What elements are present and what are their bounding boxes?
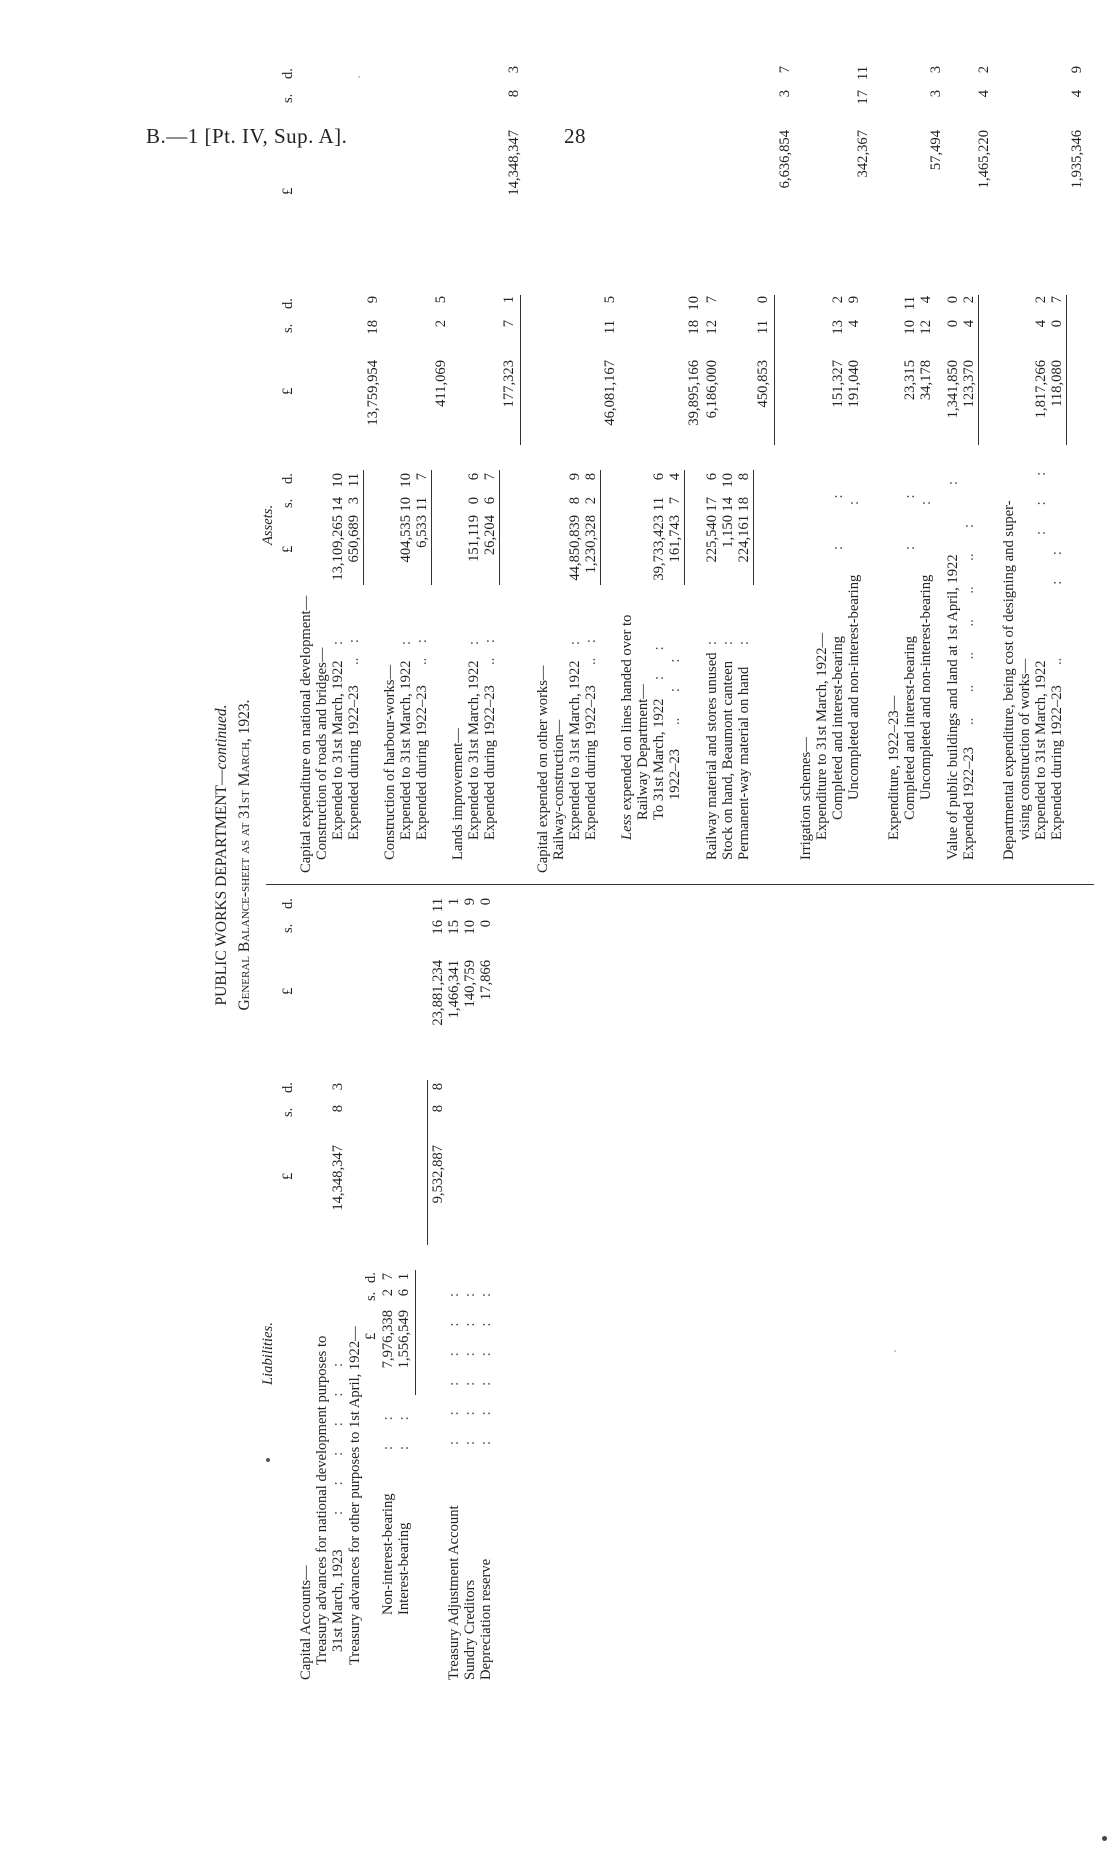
total-rule: [427, 1080, 428, 1245]
less-1-amount: 39,733,423: [651, 515, 667, 581]
exp-total-s: 3: [928, 90, 944, 98]
value-1-amount: 1,341,850: [945, 360, 961, 419]
capital-total: 23,881,234: [430, 960, 446, 1026]
railway-total-s: 11: [602, 320, 618, 335]
value-2-d: 2: [961, 296, 977, 304]
liabilities-heading: Liabilities.: [260, 1322, 276, 1385]
subtotal-rule: [1066, 295, 1067, 445]
roads-1-amount: 13,109,265: [330, 515, 346, 581]
liab-head2-pound: £: [280, 987, 296, 995]
value-1-d: 0: [945, 296, 961, 304]
assets-heading: Assets.: [260, 504, 276, 545]
subtotal-rule: [431, 470, 432, 585]
harbour-total: 411,069: [433, 360, 449, 407]
value-total-s: 4: [976, 90, 992, 98]
adjustment-amount: 1,466,341: [446, 960, 462, 1019]
assets-head3-d: d.: [280, 68, 296, 79]
treasury-national-amount: 14,348,347: [330, 1145, 346, 1211]
railway-2-amount: 1,230,328: [583, 515, 599, 574]
liab-head-pound: £: [280, 1172, 296, 1180]
roads-1-d: 10: [330, 473, 346, 488]
subtotal-rule: [600, 470, 601, 585]
assets-head-d: d.: [280, 473, 296, 484]
railway-1-label: Expended to 31st March, 1922: [567, 660, 583, 840]
exp-2-d: 4: [918, 296, 934, 304]
total-rule: [520, 295, 521, 445]
irr-total: 342,367: [855, 130, 871, 178]
less-1-s: 11: [651, 497, 667, 512]
exp-2-s: 12: [918, 320, 934, 335]
other-works-total-s: 3: [777, 90, 793, 98]
dept-b-d: 7: [1049, 296, 1065, 304]
value-1-s: 0: [945, 320, 961, 328]
treasury-national-line1: Treasury advances for national development purposes to: [314, 1335, 330, 1665]
creditors-s: 10: [462, 920, 478, 935]
value-2-s: 4: [961, 320, 977, 328]
rail-mat-label: Railway material and stores unused: [704, 652, 720, 860]
less-2-d: 4: [667, 473, 683, 481]
value-2-amount: 123,370: [961, 360, 977, 408]
roads-2-amount: 650,689: [346, 515, 362, 563]
perm-way-amount: 224,161: [736, 515, 752, 563]
less-2-s: 7: [667, 497, 683, 505]
leader-dots: : :: [380, 1416, 396, 1450]
depreciation-d: 0: [478, 898, 494, 906]
treasury-other-total-d: 8: [430, 1083, 446, 1091]
leader-dots: .. :: [482, 639, 498, 665]
value-total: 1,465,220: [976, 130, 992, 189]
leader-dots: .. .. .. .. .. .. :: [961, 523, 977, 725]
assets-head2-pound: £: [280, 387, 296, 395]
harbour-2-amount: 6,533: [414, 515, 430, 548]
roads-total-s: 18: [365, 320, 381, 335]
dept-total-d: 9: [1069, 66, 1085, 74]
leader-dots: .. :: [414, 639, 430, 665]
adjustment-s: 15: [446, 920, 462, 935]
leader-dots: : : : : : :: [330, 1362, 346, 1515]
treasury-other-total-s: 8: [430, 1105, 446, 1113]
dept-b-s: 0: [1049, 320, 1065, 328]
railway-net: 6,186,000: [704, 360, 720, 419]
railway-2-d: 8: [583, 473, 599, 481]
lands-1-label: Expended to 31st March, 1922: [466, 660, 482, 840]
leader-dots: .. : :: [1049, 551, 1065, 665]
assets-head3-s: s.: [280, 93, 296, 103]
leader-dots: :: [736, 640, 752, 645]
harbour-1-s: 10: [398, 497, 414, 512]
leader-dots: :: [466, 640, 482, 645]
stock-label: Stock on hand, Beaumont canteen: [720, 661, 736, 860]
harbour-1-d: 10: [398, 473, 414, 488]
irr-2-amount: 191,040: [846, 360, 862, 408]
value-total-d: 2: [976, 66, 992, 74]
irr-total-d: 11: [855, 66, 871, 81]
subtotal-rule: [978, 295, 979, 445]
subtotal-rule: [363, 470, 364, 585]
less-total: 39,895,166: [686, 360, 702, 426]
roads-1-label: Expended to 31st March, 1922: [330, 660, 346, 840]
rail-mat-s: 17: [704, 497, 720, 512]
exp-total: 57,494: [928, 130, 944, 171]
other-works-total: 6,636,854: [777, 130, 793, 189]
assets-head2-s: s.: [280, 323, 296, 333]
liab-head-s: s.: [280, 1107, 296, 1117]
roads-2-d: 11: [346, 473, 362, 488]
page-title: [213, 25, 230, 1685]
irrigation-to-label: Expenditure to 31st March, 1922—: [814, 632, 830, 840]
value-2-label: Expended 1922–23: [961, 746, 977, 860]
lands-1-d: 6: [466, 473, 482, 481]
sub-head-d: d.: [363, 1272, 379, 1283]
stock-amount: 1,150: [720, 515, 736, 548]
roads-heading: Construction of roads and bridges—: [314, 647, 330, 860]
leader-dots: : :: [396, 1416, 412, 1450]
leader-dots: .. :: [346, 639, 362, 665]
railway-net-d: 7: [704, 296, 720, 304]
other-works-label: Capital expended on other works—: [535, 665, 551, 873]
assets-head-s: s.: [280, 498, 296, 508]
leader-dots: : : : : : :: [478, 1292, 494, 1445]
leader-dots: :: [720, 640, 736, 645]
national-total-d: 3: [506, 66, 522, 74]
railway-1-s: 8: [567, 497, 583, 505]
scan-speck: [358, 76, 360, 78]
railway-total: 46,081,167: [602, 360, 618, 426]
capital-total-d: 11: [430, 898, 446, 913]
interest-s: 6: [396, 1289, 412, 1297]
roads-total: 13,759,954: [365, 360, 381, 426]
railway-2-label: Expended during 1922–23: [583, 685, 599, 840]
national-total-s: 8: [506, 90, 522, 98]
lands-1-s: 0: [466, 497, 482, 505]
non-interest-amount: 7,976,338: [380, 1310, 396, 1369]
dept-label-1: Departmental expenditure, being cost of designing and super-: [1001, 500, 1017, 860]
assets-head3-pound: £: [280, 187, 296, 195]
leader-dots: : :: [902, 494, 918, 550]
harbour-2-label: Expended during 1922–23: [414, 685, 430, 840]
treasury-national-line2: 31st March, 1923: [330, 1549, 346, 1652]
lands-2-d: 7: [482, 473, 498, 481]
leader-dots: :: [398, 640, 414, 645]
rail-mat-d: 6: [704, 473, 720, 481]
page-number: 28: [564, 124, 586, 148]
dept-a-label: Expended to 31st March, 1922: [1033, 660, 1049, 840]
liab-head2-d: d.: [280, 898, 296, 909]
roads-2-s: 3: [346, 497, 362, 505]
less-total-s: 18: [686, 320, 702, 335]
exp-heading: Expenditure, 1922–23—: [886, 695, 902, 840]
leader-dots: : :: [651, 646, 667, 680]
irr-1-amount: 151,327: [830, 360, 846, 408]
harbour-1-amount: 404,535: [398, 515, 414, 563]
irr-1-d: 2: [830, 296, 846, 304]
exp-1-d: 11: [902, 296, 918, 311]
leader-dots: : : :: [1033, 471, 1049, 535]
irr-2-s: 4: [846, 320, 862, 328]
leader-dots: :: [704, 640, 720, 645]
dept-a-s: 4: [1033, 320, 1049, 328]
irr-1-s: 13: [830, 320, 846, 335]
subtotal-rule: [684, 470, 685, 585]
exp-1-s: 10: [902, 320, 918, 335]
treasury-other-total: 9,532,887: [430, 1145, 446, 1204]
railway-1-amount: 44,850,839: [567, 515, 583, 581]
perm-way-d: 8: [736, 473, 752, 481]
leader-dots: : :: [830, 494, 846, 550]
dept-b-label: Expended during 1922–23: [1049, 685, 1065, 840]
treasury-national-d: 3: [330, 1083, 346, 1091]
other-works-total-d: 7: [777, 66, 793, 74]
depreciation-s: 0: [478, 920, 494, 928]
adjustment-d: 1: [446, 898, 462, 906]
harbour-2-d: 7: [414, 473, 430, 481]
treasury-national-s: 8: [330, 1105, 346, 1113]
leader-dots: :: [567, 640, 583, 645]
lands-total-s: 7: [501, 320, 517, 328]
roads-total-d: 9: [365, 296, 381, 304]
lands-total-d: 1: [501, 296, 517, 304]
less-2-label: 1922–23: [667, 748, 683, 800]
depreciation-label: Depreciation reserve: [478, 1558, 494, 1680]
lands-heading: Lands improvement—: [450, 728, 466, 860]
irrigation-heading: Irrigation schemes—: [798, 737, 814, 860]
leader-dots: :: [918, 500, 934, 505]
national-total: 14,348,347: [506, 130, 522, 196]
leader-dots: .. : :: [667, 658, 683, 725]
dept-a-amount: 1,817,266: [1033, 360, 1049, 419]
liab-head-d: d.: [280, 1082, 296, 1093]
balance-sheet: [210, 25, 1110, 1685]
leader-dots: :: [945, 480, 961, 485]
exp-2-label: Uncompleted and non-interest-bearing: [918, 574, 934, 800]
interest-label: Interest-bearing: [396, 1522, 412, 1615]
roads-1-s: 14: [330, 497, 346, 512]
harbour-total-s: 2: [433, 320, 449, 328]
harbour-heading: Construction of harbour-works—: [382, 664, 398, 860]
creditors-d: 9: [462, 898, 478, 906]
dept-total-s: 4: [1069, 90, 1085, 98]
less-1-label: To 31st March, 1922: [651, 698, 667, 820]
irr-total-s: 17: [855, 90, 871, 105]
harbour-2-s: 11: [414, 497, 430, 512]
lands-2-label: Expended during 1922–23: [482, 685, 498, 840]
railway-net-s: 12: [704, 320, 720, 335]
exp-2-amount: 34,178: [918, 360, 934, 401]
non-interest-label: Non-interest-bearing: [380, 1493, 396, 1615]
stock-d: 10: [720, 473, 736, 488]
assets-head2-d: d.: [280, 298, 296, 309]
assets-head-pound: £: [280, 545, 296, 553]
adjustment-label: Treasury Adjustment Account: [446, 1505, 462, 1680]
capital-national-label: Capital expenditure on national development—: [298, 595, 314, 873]
interest-amount: 1,556,549: [396, 1310, 412, 1369]
depreciation-amount: 17,866: [478, 960, 494, 1001]
railway-1-d: 9: [567, 473, 583, 481]
non-interest-d: 7: [380, 1273, 396, 1281]
dept-a-d: 2: [1033, 296, 1049, 304]
less-1-d: 6: [651, 473, 667, 481]
page-section-label: B.—1 [Pt. IV, Sup. A].: [146, 124, 348, 148]
exp-1-label: Completed and interest-bearing: [902, 636, 918, 820]
irr-2-d: 9: [846, 296, 862, 304]
capital-total-s: 16: [430, 920, 446, 935]
creditors-label: Sundry Creditors: [462, 1579, 478, 1680]
dept-b-amount: 118,080: [1049, 360, 1065, 407]
column-divider: [266, 884, 1094, 885]
harbour-total-d: 5: [433, 296, 449, 304]
leader-dots: : : : : : :: [462, 1292, 478, 1445]
less-2-amount: 161,743: [667, 515, 683, 563]
scan-speck: [266, 1458, 270, 1462]
liab-head2-s: s.: [280, 923, 296, 933]
less-word: Less: [619, 814, 635, 840]
treasury-other-label: Treasury advances for other purposes to 1st April, 1922—: [347, 1326, 363, 1665]
less-rest: expended on lines handed over to: [619, 614, 635, 811]
perm-way-label: Permanent-way material on hand: [736, 666, 752, 860]
stores-total: 450,853: [755, 360, 771, 408]
title-text: PUBLIC WORKS DEPARTMENT—: [213, 769, 230, 1006]
stock-s: 14: [720, 497, 736, 512]
page-subtitle: General Balance-sheet as at 31st March, 1923.: [236, 699, 253, 1011]
less-line2: Railway Department—: [635, 684, 651, 820]
scan-speck: [1102, 1836, 1107, 1841]
less-total-d: 10: [686, 296, 702, 311]
sub-head-s: s.: [363, 1291, 379, 1301]
sub-head-pound: £: [363, 1332, 379, 1340]
total-rule: [774, 295, 775, 445]
dept-label-2: vising construction of works—: [1017, 658, 1033, 840]
creditors-amount: 140,759: [462, 960, 478, 1008]
irr-2-label: Uncompleted and non-interest-bearing: [846, 574, 862, 800]
railway-heading: Railway-construction—: [551, 719, 567, 860]
interest-d: 1: [396, 1273, 412, 1281]
perm-way-s: 18: [736, 497, 752, 512]
value-1-label: Value of public buildings and land at 1st April, 1922: [945, 554, 961, 860]
subtotal-rule: [499, 470, 500, 585]
lands-2-s: 6: [482, 497, 498, 505]
capital-accounts-label: Capital Accounts—: [298, 1565, 314, 1680]
leader-dots: :: [330, 640, 346, 645]
railway-total-d: 5: [602, 296, 618, 304]
railway-2-s: 2: [583, 497, 599, 505]
exp-1-amount: 23,315: [902, 360, 918, 401]
less-label: [619, 615, 636, 840]
leader-dots: .. :: [583, 639, 599, 665]
scan-speck: [894, 1350, 896, 1352]
leader-dots: : : : : : :: [446, 1292, 462, 1445]
harbour-1-label: Expended to 31st March, 1922: [398, 660, 414, 840]
non-interest-s: 2: [380, 1289, 396, 1297]
rail-mat-amount: 225,540: [704, 515, 720, 563]
leader-dots: :: [846, 500, 862, 505]
subtotal-rule: [415, 1270, 416, 1395]
subtotal-rule: [753, 470, 754, 585]
stores-total-d: 0: [755, 296, 771, 304]
lands-2-amount: 26,204: [482, 515, 498, 556]
stores-total-s: 11: [755, 320, 771, 335]
title-continued: continued.: [213, 704, 230, 770]
roads-2-label: Expended during 1922–23: [346, 685, 362, 840]
lands-1-amount: 151,119: [466, 515, 482, 562]
dept-total: 1,935,346: [1069, 130, 1085, 189]
exp-total-d: 3: [928, 66, 944, 74]
irr-1-label: Completed and interest-bearing: [830, 636, 846, 820]
lands-total: 177,323: [501, 360, 517, 408]
